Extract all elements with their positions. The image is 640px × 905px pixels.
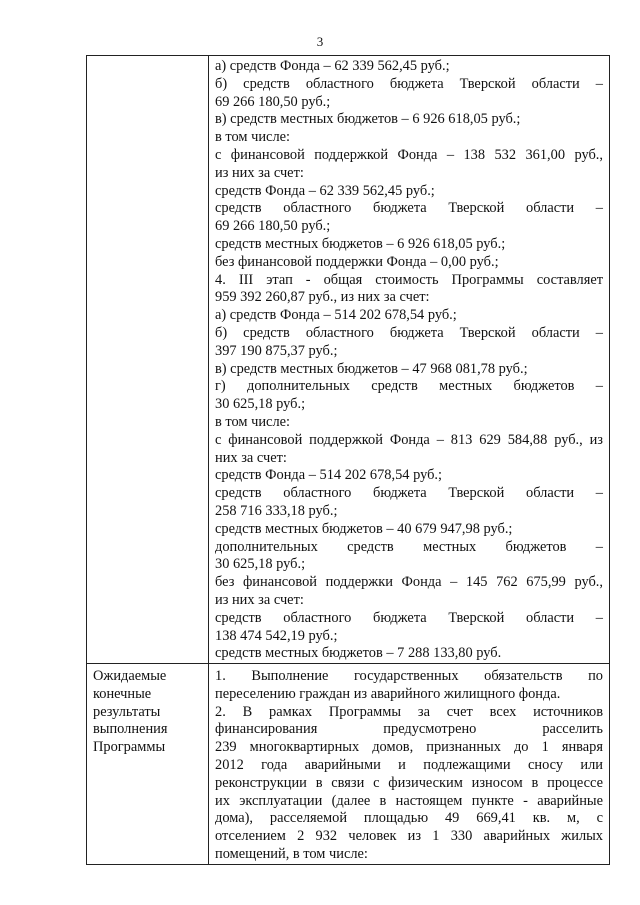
content-line: помещений, в том числе:	[215, 846, 368, 863]
content-line: 2012 года аварийными и подлежащими сносу или	[215, 757, 603, 774]
content-line: 138 474 542,19 руб.;	[215, 627, 338, 644]
content-line: средств областного бюджета Тверской области –	[215, 200, 603, 217]
content-line: средств областного бюджета Тверской области –	[215, 609, 603, 626]
content-line: 30 625,18 руб.;	[215, 396, 306, 413]
content-line: реконструкции в связи с физическим износом в процессе	[215, 774, 603, 791]
content-line: из них за счет:	[215, 164, 304, 181]
row-label-line: Ожидаемые	[93, 668, 167, 685]
content-line: в том числе:	[215, 413, 291, 430]
program-table	[86, 55, 610, 865]
row-label-line: выполнения	[93, 721, 168, 738]
row-label-cell	[87, 56, 209, 664]
content-line: дома), расселяемой площадью 49 669,41 кв. м, с	[215, 810, 603, 827]
content-line: б) средств областного бюджета Тверской области –	[215, 75, 603, 92]
content-line: 258 716 333,18 руб.;	[215, 502, 338, 519]
row-content-cell	[209, 56, 610, 664]
row-content-cell	[209, 664, 610, 865]
content-line: 69 266 180,50 руб.;	[215, 218, 331, 235]
page-number: 3	[316, 34, 324, 49]
content-line: 2. В рамках Программы за счет всех источников	[215, 703, 603, 720]
content-line: в том числе:	[215, 129, 291, 146]
content-line: а) средств Фонда – 62 339 562,45 руб.;	[215, 58, 450, 74]
content-line: в) средств местных бюджетов – 47 968 081,78 руб.;	[215, 360, 528, 377]
content-line: из них за счет:	[215, 591, 304, 608]
table-row	[87, 56, 610, 664]
content-line: а) средств Фонда – 514 202 678,54 руб.;	[215, 307, 457, 324]
content-line: средств местных бюджетов – 6 926 618,05 руб.;	[215, 235, 506, 252]
content-line: средств Фонда – 62 339 562,45 руб.;	[215, 182, 435, 199]
content-line: их эксплуатации (далее в настоящем пункте - аварийные	[215, 792, 603, 809]
content-line: финансирования предусмотрено расселить	[215, 721, 603, 738]
content-line: г) дополнительных средств местных бюджетов –	[215, 378, 603, 395]
content-line: дополнительных средств местных бюджетов –	[215, 538, 603, 555]
content-line: 239 многоквартирных домов, признанных до 1 января	[215, 739, 603, 756]
content-line: средств местных бюджетов – 40 679 947,98 руб.;	[215, 520, 513, 537]
content-line: в) средств местных бюджетов – 6 926 618,05 руб.;	[215, 111, 521, 128]
row-label-line: конечные	[93, 685, 152, 702]
row-label-line: результаты	[93, 703, 161, 720]
content-line: 69 266 180,50 руб.;	[215, 93, 331, 110]
content-line: без финансовой поддержки Фонда – 145 762 675,99 руб.,	[215, 574, 603, 591]
content-line: б) средств областного бюджета Тверской области –	[215, 324, 603, 341]
content-line: средств областного бюджета Тверской области –	[215, 485, 603, 502]
content-line: 959 392 260,87 руб., из них за счет:	[215, 289, 430, 306]
content-line: 1. Выполнение государственных обязательств по	[215, 668, 603, 685]
content-line: с финансовой поддержкой Фонда – 138 532 361,00 руб.,	[215, 146, 603, 163]
content-line: без финансовой поддержки Фонда – 0,00 руб.;	[215, 253, 499, 270]
content-line: отселением 2 932 человек из 1 330 аварийных жилых	[215, 828, 603, 845]
content-line: средств Фонда – 514 202 678,54 руб.;	[215, 467, 443, 484]
content-line: них за счет:	[215, 449, 287, 466]
row-label-cell	[87, 664, 209, 865]
content-line: 4. III этап - общая стоимость Программы составляет	[215, 271, 603, 288]
content-line: средств местных бюджетов – 7 288 133,80 руб.	[215, 645, 502, 662]
row-label-line: Программы	[93, 739, 166, 756]
content-line: 397 190 875,37 руб.;	[215, 342, 338, 359]
content-line: переселению граждан из аварийного жилищного фонда.	[215, 685, 561, 702]
content-line: 30 625,18 руб.;	[215, 556, 306, 573]
table-row	[87, 664, 610, 865]
content-line: с финансовой поддержкой Фонда – 813 629 584,88 руб., из	[215, 431, 603, 448]
